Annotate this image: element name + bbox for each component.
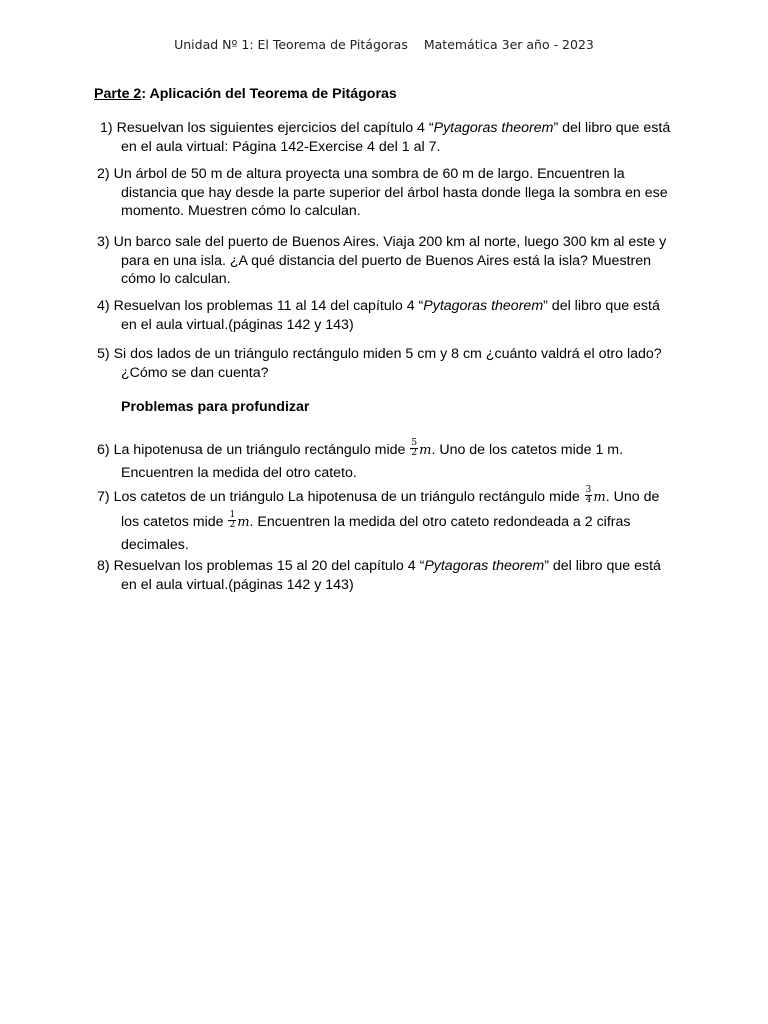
exercise-2 — [97, 165, 687, 221]
exercise-text: Los catetos de un triángulo La hipotenusa de un triángulo rectángulo mide — [113, 489, 584, 505]
exercise-text: Resuelvan los problemas 11 al 14 del capítulo 4 “ — [113, 298, 424, 314]
exercise-6 — [97, 438, 677, 483]
math-variable: m — [419, 443, 432, 458]
exercise-text: ” del libro que está — [544, 558, 661, 574]
section-title — [94, 86, 397, 102]
exercise-text: . Uno de — [605, 489, 660, 505]
exercise-text: Un barco sale del puerto de Buenos Aires. Viaja 200 km al norte, luego 300 km al este y — [113, 234, 667, 250]
exercise-number: 3) — [97, 234, 110, 250]
exercise-number: 7) — [97, 489, 110, 505]
exercise-continuation: en el aula virtual.(páginas 142 y 143) — [121, 576, 354, 593]
exercise-continuation: decimales. — [121, 537, 189, 553]
exercise-number: 2) — [97, 166, 110, 182]
exercise-text: Si dos lados de un triángulo rectángulo miden 5 cm y 8 cm ¿cuánto valdrá el otro lado? — [113, 346, 662, 362]
book-title: Pytagoras theorem — [423, 298, 544, 314]
exercise-number: 4) — [97, 298, 110, 314]
exercise-4 — [97, 297, 677, 334]
exercise-1 — [100, 119, 680, 156]
exercise-text: Resuelvan los siguientes ejercicios del capítulo 4 “ — [116, 120, 434, 136]
header-course: Matemática 3er año - 2023 — [423, 37, 594, 52]
exercise-5 — [97, 345, 687, 382]
exercise-7 — [97, 485, 687, 555]
math-variable: m — [593, 490, 606, 505]
exercise-continuation: distancia que hay desde la parte superior del árbol hasta donde llega la sombra en ese — [121, 184, 668, 201]
exercise-continuation: en el aula virtual.(páginas 142 y 143) — [121, 316, 354, 333]
exercise-text: ” del libro que está — [553, 120, 671, 136]
exercise-text: . Uno de los catetos mide 1 m. — [431, 442, 624, 458]
section-title-text: : Aplicación del Teorema de Pitágoras — [141, 86, 397, 102]
page-header — [0, 37, 768, 52]
section-part: Parte 2 — [94, 86, 142, 102]
exercise-continuation: los catetos mide $\frac{1}{2}$ m. Encuentren la medida del otro cateto redondeada a 2 cifras — [121, 509, 631, 530]
exercise-number: 6) — [97, 442, 110, 458]
exercise-continuation: cómo lo calculan. — [121, 271, 231, 288]
exercise-3 — [97, 233, 687, 289]
fraction: $\frac{1}{2}$ — [229, 509, 236, 530]
math-variable: m — [237, 515, 250, 530]
exercise-text: ” del libro que está — [543, 298, 660, 314]
exercise-continuation: para en una isla. ¿A qué distancia del puerto de Buenos Aires está la isla? Muestren — [121, 252, 651, 269]
exercise-text: La hipotenusa de un triángulo rectángulo mide — [113, 442, 410, 458]
exercise-number: 8) — [97, 558, 110, 574]
exercise-text: Un árbol de 50 m de altura proyecta una sombra de 60 m de largo. Encuentren la — [113, 166, 625, 182]
exercise-text: Resuelvan los problemas 15 al 20 del capítulo 4 “ — [113, 558, 425, 574]
exercise-number: 1) — [100, 120, 113, 136]
book-title: Pytagoras theorem — [424, 558, 545, 574]
exercise-8 — [97, 557, 677, 594]
exercise-continuation: ¿Cómo se dan cuenta? — [121, 364, 269, 381]
subheading: Problemas para profundizar — [121, 399, 310, 415]
header-unit: Unidad Nº 1: El Teorema de Pitágoras — [174, 37, 408, 52]
exercise-number: 5) — [97, 346, 110, 362]
exercise-continuation: Encuentren la medida del otro cateto. — [121, 465, 357, 481]
exercise-continuation: en el aula virtual: Página 142-Exercise 4 del 1 al 7. — [121, 138, 441, 155]
exercise-continuation: momento. Muestren cómo lo calculan. — [121, 203, 361, 220]
fraction: $\frac{3}{4}$ — [585, 484, 592, 505]
fraction: $\frac{5}{2}$ — [411, 437, 418, 458]
book-title: Pytagoras theorem — [433, 120, 554, 136]
